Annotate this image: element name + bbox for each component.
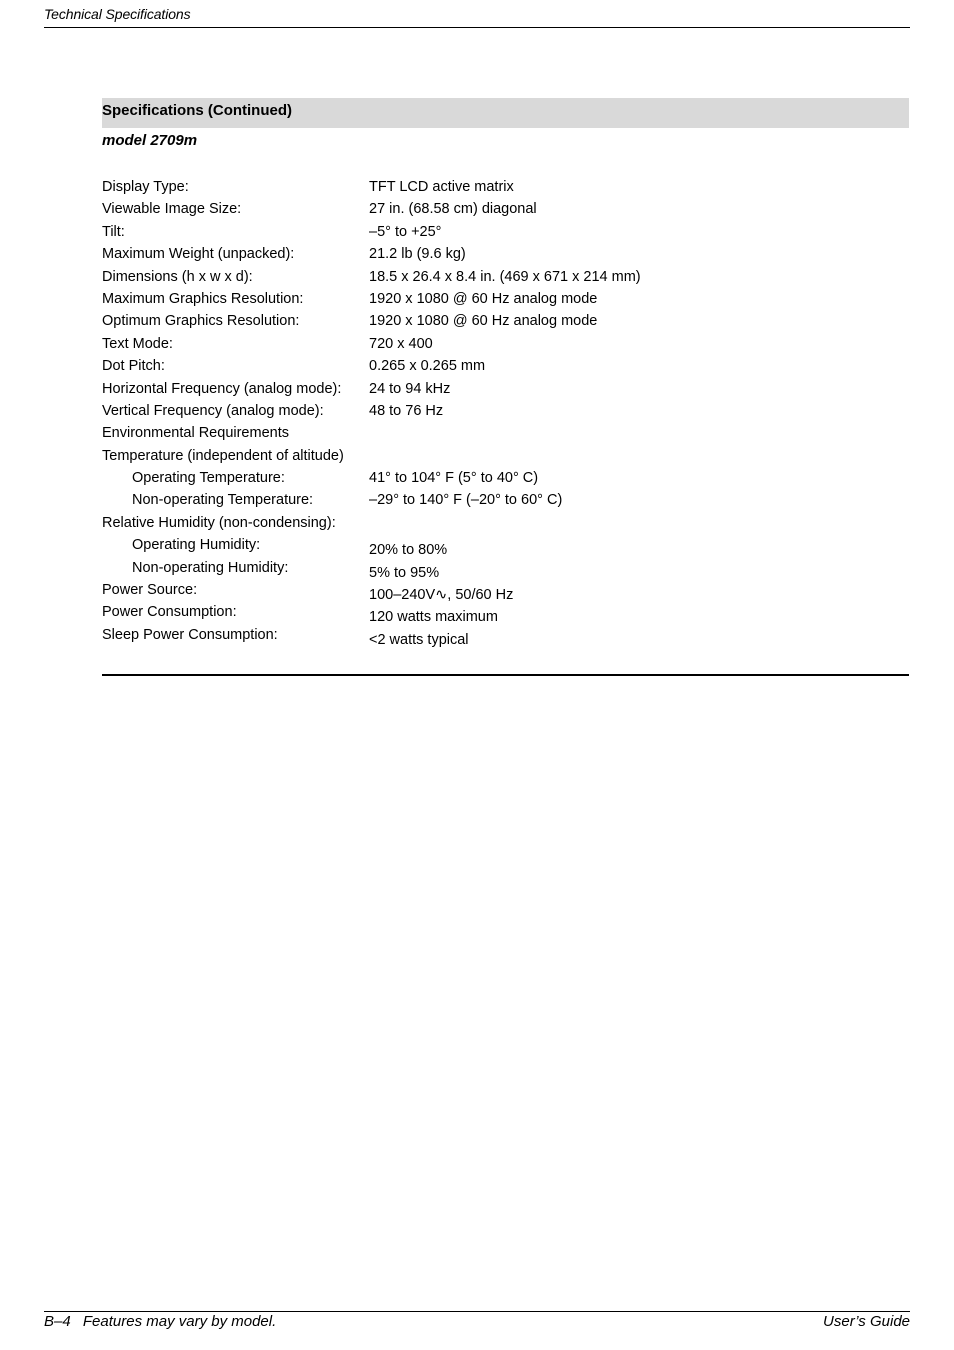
spec-label: Environmental Requirements (102, 425, 289, 442)
spec-value: 24 to 94 kHz (369, 380, 451, 397)
spec-row-operating-temperature (102, 467, 802, 489)
spec-row-temperature-heading (102, 445, 802, 467)
spec-row-viewable-image-size (102, 198, 802, 220)
spec-value: 18.5 x 26.4 x 8.4 in. (469 x 671 x 214 mm) (369, 268, 641, 285)
spec-label: Non-operating Temperature: (132, 492, 314, 509)
spec-row-optimum-graphics-resolution (102, 310, 802, 332)
spec-row-environmental-requirements (102, 422, 802, 444)
spec-value (369, 512, 802, 534)
running-header: Technical Specifications (44, 6, 191, 22)
spec-label: Dimensions (h x w x d): (102, 268, 253, 285)
spec-row-horizontal-frequency (102, 378, 802, 400)
spec-row-operating-humidity (102, 534, 802, 559)
spec-value: –5° to +25° (369, 223, 442, 240)
spec-row-dimensions (102, 266, 802, 288)
spec-row-tilt (102, 221, 802, 243)
header-rule (44, 27, 910, 28)
spec-label: Dot Pitch: (102, 358, 165, 375)
spec-row-dot-pitch (102, 355, 802, 377)
spec-label: Power Consumption: (102, 604, 237, 621)
spec-row-vertical-frequency (102, 400, 802, 422)
footer-left (44, 1313, 276, 1330)
spec-value: 100–240V∿, 50/60 Hz (369, 587, 514, 604)
spec-value: 20% to 80% (369, 542, 448, 559)
spec-label: Optimum Graphics Resolution: (102, 313, 300, 330)
spec-row-relative-humidity-heading (102, 512, 802, 534)
spec-value: 21.2 lb (9.6 kg) (369, 246, 466, 263)
spec-label: Power Source: (102, 582, 198, 599)
spec-value: 27 in. (68.58 cm) diagonal (369, 201, 537, 218)
spec-table (102, 176, 802, 646)
spec-label: Maximum Weight (unpacked): (102, 246, 295, 263)
spec-value: 1920 x 1080 @ 60 Hz analog mode (369, 290, 598, 307)
table-end-rule (102, 674, 909, 676)
spec-label: Horizontal Frequency (analog mode): (102, 380, 342, 397)
spec-value: 41° to 104° F (5° to 40° C) (369, 470, 539, 487)
model-title: model 2709m (102, 132, 198, 149)
spec-label: Relative Humidity (non-condensing): (102, 514, 336, 531)
spec-value: 720 x 400 (369, 335, 433, 352)
spec-label: Temperature (independent of altitude) (102, 447, 344, 464)
footer-rule (44, 1311, 910, 1312)
footer-guide-title: User’s Guide (823, 1313, 910, 1330)
spec-value: 120 watts maximum (369, 609, 498, 626)
spec-row-maximum-weight (102, 243, 802, 265)
spec-value: –29° to 140° F (–20° to 60° C) (369, 492, 563, 509)
spec-label: Viewable Image Size: (102, 201, 242, 218)
spec-label: Maximum Graphics Resolution: (102, 290, 304, 307)
spec-section-banner: Specifications (Continued) (102, 98, 909, 128)
spec-value: TFT LCD active matrix (369, 179, 514, 195)
spec-value: 48 to 76 Hz (369, 402, 444, 419)
spec-value: 0.265 x 0.265 mm (369, 358, 486, 375)
spec-row-max-graphics-resolution (102, 288, 802, 310)
footer-note: Features may vary by model. (82, 1313, 277, 1330)
spec-label: Tilt: (102, 223, 125, 240)
spec-label: Vertical Frequency (analog mode): (102, 402, 324, 419)
spec-label: Text Mode: (102, 335, 173, 352)
spec-label: Operating Humidity: (132, 537, 261, 554)
spec-label: Display Type: (102, 179, 189, 195)
spec-value (369, 422, 802, 444)
spec-value: <2 watts typical (369, 631, 469, 648)
spec-value: 5% to 95% (369, 564, 440, 581)
page-number: B–4 (44, 1313, 71, 1330)
spec-value: 1920 x 1080 @ 60 Hz analog mode (369, 313, 598, 330)
spec-label: Non-operating Humidity: (132, 559, 289, 576)
spec-label: Operating Temperature: (132, 470, 285, 487)
spec-value (369, 445, 802, 467)
spec-row-display-type (102, 176, 802, 198)
spec-label: Sleep Power Consumption: (102, 626, 278, 643)
spec-row-non-operating-temperature (102, 489, 802, 511)
spec-row-text-mode (102, 333, 802, 355)
